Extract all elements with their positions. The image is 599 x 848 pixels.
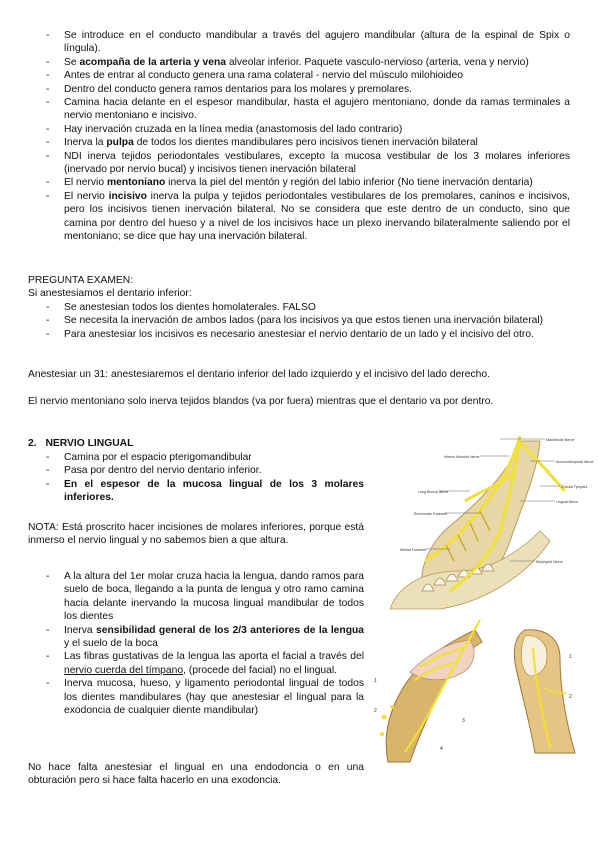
- fig3-label-2: 2: [569, 694, 572, 700]
- list-item: [28, 69, 570, 82]
- list-item: [28, 190, 570, 244]
- list-item-text: Antes de entrar al conducto genera una rama colateral - nervio del músculo milohioideo: [64, 70, 463, 82]
- final-paragraph: No hace falta anestesiar el lingual en una endodoncia o en una obturación pero si hace falta hacerlo en una exodoncia.: [28, 762, 364, 787]
- list-item-text: El nervio: [64, 177, 107, 189]
- mandible-section-illustration: [505, 628, 582, 756]
- list-item-text: Camina por el espacio pterigomandibular: [64, 452, 252, 463]
- list-item-text: acompaña de la arteria y vena: [79, 56, 226, 68]
- list-item: [28, 650, 364, 677]
- fig2-label-1: 1: [374, 678, 377, 684]
- section-number: 2.: [28, 438, 37, 449]
- list-item: [28, 96, 570, 123]
- exam-question: Si anestesiamos el dentario inferior:: [28, 288, 192, 300]
- list-item-text: Se: [64, 56, 80, 68]
- fig2-label-4: 4: [440, 746, 443, 752]
- fig2-label-2: 2: [374, 708, 377, 714]
- list-item-text: NDI inerva tejidos periodontales vestibulares, excepto la mucosa vestibular de los 3 molares inferiores (inervado por nervio bucal) y incisivos tienen inervación bilateral: [64, 150, 570, 176]
- list-item: - Para anestesiar los incisivos es necesario anestesiar el nervio dentario de un lado y el incisivo del otro.: [28, 328, 573, 341]
- lingual-nerve-list: [28, 451, 364, 505]
- list-item: [28, 624, 364, 651]
- list-item-text: Dentro del conducto genera ramos dentarios para los molares y premolares.: [64, 83, 412, 95]
- paragraph-31: Anestesiar un 31: anestesiaremos el dentario inferior del lado izquierdo y el incisivo del lado derecho.: [28, 369, 490, 380]
- alveolar-nerve-list: [28, 29, 570, 244]
- list-item: [28, 56, 570, 69]
- list-item: [28, 176, 570, 189]
- list-item: [28, 136, 570, 149]
- exam-heading: PREGUNTA EXAMEN:: [28, 275, 134, 286]
- label-long-buccal-nerve: Long Buccal Nerve: [418, 490, 449, 494]
- list-item-text: Inerva: [64, 624, 97, 636]
- list-item-text: Se introduce en el conducto mandibular a través del agujero mandibular (altura de la espinal de Spix o língula).: [64, 30, 570, 55]
- list-item-text: inerva la pulpa y tejidos periodontales vestibulares de los premolares, caninos e incisivos, pero los incisivos tienen inervación bilateral. No se considera que este dentro de un conducto, sino que camina por dentro del hueso y a nivel de los incisivos hace un plexo inervando bilateralmente saliendo por el mentoniano; se dice que hay una inervación bilateral.: [64, 190, 570, 243]
- list-item-text: A la altura del 1er molar cruza hacia la lengua, dando ramos para suelo de boca, llegando a la punta de lengua y otro ramo camina hacia delante inervando la mucosa lingual mandibular de todos los dientes: [64, 571, 364, 623]
- list-item: - Se necesita la inervación de ambos lados (para los incisivos ya que estos tienen una inervación bilateral): [28, 314, 573, 327]
- label-auriculotemporal-nerve: Auriculotemporal Nerve: [556, 460, 594, 464]
- label-chorda-tympani: Chorda Tympani: [561, 485, 588, 489]
- list-item-text: Inerva la: [64, 137, 107, 149]
- section-heading: [28, 437, 133, 450]
- label-mental-foramen: Mental Foramen: [400, 548, 427, 552]
- list-item-text: Camina hacia delante en el espesor mandibular, hasta el agujero mentoniano, donde da ramas terminales a nervio mentoniano e incisivo.: [64, 97, 570, 122]
- list-item: [28, 478, 364, 505]
- note-paragraph: NOTA: Está proscrito hacer incisiones de molares inferiores, porque está inmerso el nervio lingual y no sabemos bien a que altura.: [28, 522, 364, 547]
- section-title: NERVIO LINGUAL: [45, 438, 134, 449]
- label-inferior-alveolar-nerve: Inferior Alveolar Nerve: [444, 455, 480, 459]
- list-item-text: El nervio: [64, 190, 109, 202]
- list-item: - Se anestesian todos los dientes homolaterales. FALSO: [28, 301, 573, 314]
- list-item: [28, 451, 364, 464]
- mandibular-nerve-illustration: [370, 431, 594, 609]
- label-lingual-nerve: Lingual Nerve: [556, 500, 579, 504]
- list-item-text: Las fibras gustativas de la lengua las aporta el facial a través del: [64, 651, 364, 663]
- list-item: [28, 464, 364, 477]
- label-mylohyoid-nerve: Mylohyoid Nerve: [536, 560, 563, 564]
- list-item: [28, 29, 570, 56]
- fig2-label-3: 3: [462, 718, 465, 724]
- fig3-label-1: 1: [569, 654, 572, 660]
- list-item-text: pulpa: [106, 137, 134, 149]
- list-item-text: alveolar inferior. Paquete vasculo-nervioso (arteria, vena y nervio): [226, 56, 529, 68]
- list-item: [28, 150, 570, 177]
- list-item-text: , (procede del facial) no el lingual.: [183, 664, 338, 676]
- list-item: [28, 123, 570, 136]
- label-retromolar-foramen: Retromolar Foramen: [414, 512, 448, 516]
- list-item: [28, 83, 570, 96]
- list-item-text: sensibilidad general de los 2/3 anteriores de la lengua: [96, 624, 365, 636]
- list-item-text: de todos los dientes mandibulares pero incisivos tienen inervación bilateral: [133, 137, 478, 149]
- exam-answers: [28, 301, 573, 341]
- exam-section: [28, 274, 573, 341]
- list-item-text: nervio cuerda del tímpano: [64, 664, 184, 676]
- list-item-text: y el suelo de la boca: [64, 638, 158, 650]
- label-mandibular-nerve: Mandibular Nerve: [546, 438, 575, 442]
- list-item-text: mentoniano: [106, 177, 166, 189]
- list-item-text: inerva la piel del mentón y región del labio inferior (No tiene inervación dentaria): [165, 177, 533, 189]
- list-item: [28, 677, 364, 717]
- list-item: [28, 570, 364, 624]
- lingual-nerve-tongue-illustration: [370, 612, 488, 762]
- list-item-text: Inerva mucosa, hueso, y ligamento periodontal lingual de todos los dientes mandibulares (hay que anestesiar el lingual para la exodoncia de cualquier diente mandibular): [64, 678, 364, 717]
- paragraph-mentoniano: El nervio mentoniano solo inerva tejidos blandos (va por fuera) mientras que el dentario va por dentro.: [28, 396, 494, 407]
- list-item-text: Hay inervación cruzada en la línea media (anastomosis del lado contrario): [64, 123, 403, 135]
- list-item-text: Pasa por dentro del nervio dentario inferior.: [64, 465, 262, 477]
- lingual-nerve-list-2: [28, 570, 364, 717]
- list-item-text: En el espesor de la mucosa lingual de los 3 molares inferiores.: [64, 478, 364, 504]
- list-item-text: incisivo: [108, 190, 147, 202]
